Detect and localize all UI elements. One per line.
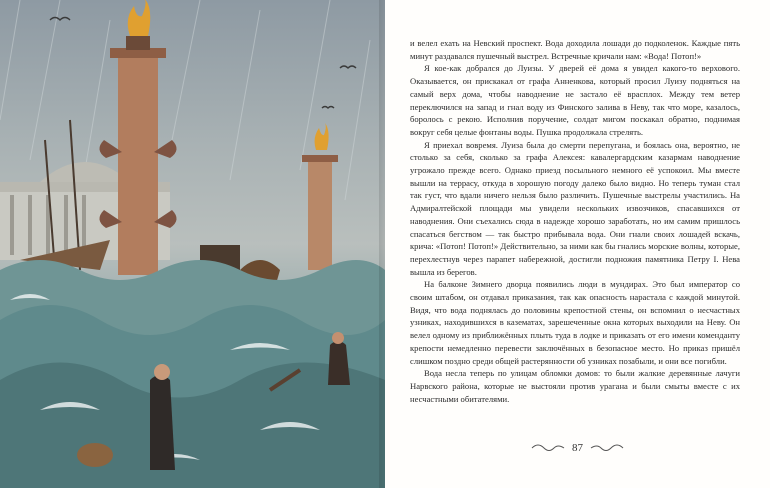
text-body (410, 37, 740, 405)
paragraph: Я приехал вовремя. Луиза была до смерти перепугана, и боялась она, вероятно, не столько за себя, сколько за графа Алексея: кавалергардским казармам наводнение угрожало прежде всего. Однако приезд посыльного немного её успокоил. Мы вместе вышли на террасу, откуда в хорошую погоду далеко было видно. Но теперь туман стал так густ, что вдали ничего нельзя было различить. Пушечные выстрелы участились. На Адмиралтейской площади мы увидели нескольких извозчиков, спасавшихся от наводнения. Они съехались сюда в надежде хорошо заработать, но им самим пришлось спасаться бегством — так быстро прибывала вода. Они гнали своих лошадей вскачь, крича: «Потоп! Потоп!» Действительно, за ними как бы гнались морские волны, которые, перехлестнув через парапет набережной, достигли подножия памятника Петру I. Нева вышла из берегов. (410, 139, 740, 277)
text-page (385, 0, 770, 488)
page-number: 87 (572, 442, 583, 454)
paragraph: Вода несла теперь по улицам обломки домов: то были жалкие деревянные лачуги Нарвского района, которые не выстояли против урагана и были смыты вместе с их несчастными обитателями. (410, 368, 740, 404)
left-ornament-icon (530, 442, 566, 454)
storm-waves (0, 260, 385, 488)
right-ornament-icon (589, 442, 625, 454)
barrel (77, 443, 113, 467)
page-folio (385, 442, 770, 454)
paragraph: и велел ехать на Невский проспект. Вода доходила лошади до подколенок. Каждые пять минут раздавался пушечный выстрел. Встречные кричали нам: «Вода! Потоп!» (410, 38, 740, 61)
rostral-column-right (302, 123, 338, 270)
paragraph: Я кое-как добрался до Луизы. У дверей её дома я увидел какого-то верхового. Оказывается, он прискакал от графа Анненкова, который просил Луизу подняться на самый верх дома, чтобы наводнение не застало её врасплох. Между тем ветер переключился на запад и гнал воду из Финского залива в Неву, так что море, казалось, боролось с рекою. Исполнив поручение, солдат мигом поскакал обратно, поднимая вокруг себя целые фонтаны воды. Пушка продолжала стрелять. (410, 63, 740, 137)
paragraph: На балконе Зимнего дворца появились люди в мундирах. Это был император со своим штабом, он отдавал приказания, так как опасность нарастала с каждой минутой. Видя, что вода поднялась до половины крепостной стены, он вспомнил о несчастных узниках, находившихся в казематах, зарешеченные окна которых выходили на Неву. Он велел одному из приближённых плыть туда в лодке и приказать от его имени коменданту крепости немедленно перевести заключённых в безопасное место. Но приказ пришёл слишком поздно среди общей растерянности об узниках позабыли, и они все погибли. (410, 279, 740, 366)
seagulls (50, 18, 356, 109)
